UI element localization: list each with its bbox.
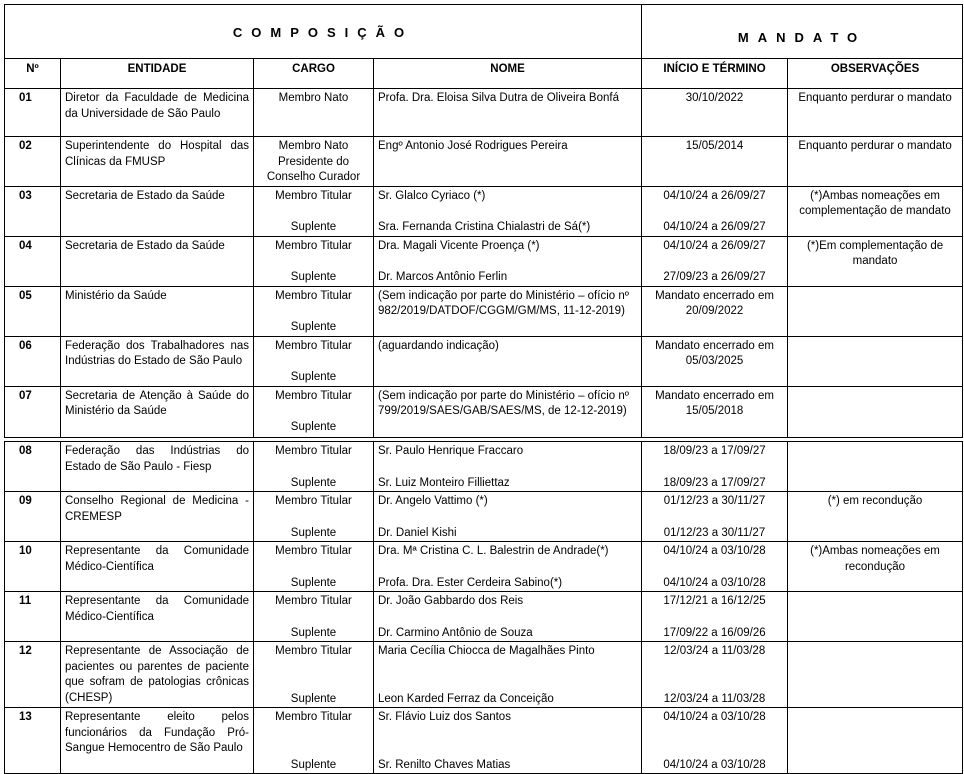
cargo-titular: Membro Titular — [275, 289, 352, 302]
nome-titular: Dr. João Gabbardo dos Reis — [378, 595, 524, 607]
cargo-titular: Membro Titular — [275, 445, 352, 457]
row-number: 02 — [5, 137, 61, 187]
periodo-suplente: 04/10/24 a 03/10/28 — [663, 758, 766, 771]
periodo-suplente: 01/12/23 a 30/11/27 — [663, 526, 766, 539]
row-periodo: 30/10/2022 — [642, 89, 788, 137]
row-number: 11 — [5, 592, 61, 642]
row-cargo — [254, 592, 374, 642]
cargo-titular: Membro Titular — [275, 339, 352, 352]
col-entidade-header: ENTIDADE — [61, 59, 254, 89]
row-cargo — [254, 286, 374, 336]
row-periodo — [642, 442, 788, 492]
row-obs: (*) em recondução — [788, 492, 963, 542]
cargo-titular: Membro Titular — [275, 239, 352, 252]
composicao-header: COMPOSIÇÃO — [5, 5, 642, 59]
row-nome — [374, 592, 642, 642]
row-periodo — [642, 186, 788, 236]
row-obs — [788, 386, 963, 437]
col-obs-header: OBSERVAÇÕES — [788, 59, 963, 89]
table-row — [5, 492, 963, 542]
row-obs: (*)Ambas nomeações em recondução — [788, 542, 963, 592]
periodo-suplente: 27/09/23 a 26/09/27 — [663, 271, 766, 283]
row-entidade: Federação dos Trabalhadores nas Indústrias do Estado de São Paulo — [61, 336, 254, 386]
row-number: 03 — [5, 186, 61, 236]
cargo-titular: Membro Titular — [275, 711, 352, 723]
periodo-titular: 04/10/24 a 03/10/28 — [663, 545, 766, 557]
table-row — [5, 542, 963, 592]
row-entidade: Secretaria de Atenção à Saúde do Ministério da Saúde — [61, 386, 254, 437]
table-row — [5, 236, 963, 286]
cargo-titular: Membro Titular — [275, 645, 352, 657]
row-obs — [788, 642, 963, 708]
periodo-suplente: 04/10/24 a 26/09/27 — [663, 221, 766, 233]
row-entidade: Ministério da Saúde — [61, 286, 254, 336]
nome-suplente: Leon Karded Ferraz da Conceição — [378, 692, 554, 705]
cargo-suplente: Suplente — [290, 526, 337, 539]
row-nome: (Sem indicação por parte do Ministério – ofício nº 982/2019/DATDOF/CGGM/GM/MS, 11-12-2019) — [374, 286, 642, 336]
cargo-suplente: Suplente — [290, 692, 337, 705]
cargo-suplente: Suplente — [290, 758, 337, 771]
nome-suplente: Dr. Marcos Antônio Ferlin — [378, 271, 508, 283]
row-cargo — [254, 708, 374, 774]
periodo-titular: 17/12/21 a 16/12/25 — [663, 595, 766, 607]
cargo-suplente: Suplente — [290, 626, 337, 639]
row-cargo — [254, 186, 374, 236]
row-entidade: Superintendente do Hospital das Clínicas da FMUSP — [61, 137, 254, 187]
nome-titular: Sr. Glalco Cyriaco (*) — [378, 189, 486, 202]
row-nome — [374, 186, 642, 236]
row-number: 01 — [5, 89, 61, 137]
cargo-suplente: Suplente — [290, 476, 337, 489]
row-entidade: Secretaria de Estado da Saúde — [61, 186, 254, 236]
row-obs: Enquanto perdurar o mandato — [788, 137, 963, 187]
row-periodo: Mandato encerrado em 20/09/2022 — [642, 286, 788, 336]
row-obs: Enquanto perdurar o mandato — [788, 89, 963, 137]
row-obs: (*)Ambas nomeações em complementação de mandato — [788, 186, 963, 236]
nome-suplente: Sr. Renilto Chaves Matias — [378, 758, 511, 771]
periodo-titular: 04/10/24 a 26/09/27 — [663, 239, 766, 252]
cargo-suplente: Suplente — [290, 321, 337, 333]
row-number: 06 — [5, 336, 61, 386]
row-obs: (*)Em complementação de mandato — [788, 236, 963, 286]
composition-table — [4, 4, 963, 438]
row-number: 04 — [5, 236, 61, 286]
row-entidade: Federação das Indústrias do Estado de São Paulo - Fiesp — [61, 442, 254, 492]
cargo-titular: Membro Titular — [275, 389, 352, 402]
mandato-header: MANDATO — [642, 5, 963, 59]
table-row — [5, 708, 963, 774]
row-entidade: Representante eleito pelos funcionários da Fundação Pró-Sangue Hemocentro de São Paulo — [61, 708, 254, 774]
col-nome-header: NOME — [374, 59, 642, 89]
row-entidade: Secretaria de Estado da Saúde — [61, 236, 254, 286]
row-nome — [374, 708, 642, 774]
row-cargo — [254, 642, 374, 708]
cargo-suplente: Suplente — [290, 371, 337, 383]
nome-titular: Dr. Angelo Vattimo (*) — [378, 495, 488, 507]
row-number: 10 — [5, 542, 61, 592]
nome-titular: Sr. Flávio Luiz dos Santos — [378, 711, 511, 723]
row-entidade: Representante da Comunidade Médico-Científica — [61, 542, 254, 592]
periodo-titular: 04/10/24 a 03/10/28 — [663, 711, 766, 723]
periodo-titular: 12/03/24 a 11/03/28 — [663, 645, 766, 657]
periodo-suplente: 04/10/24 a 03/10/28 — [663, 576, 766, 589]
row-number: 12 — [5, 642, 61, 708]
row-nome — [374, 492, 642, 542]
cargo-suplente: Suplente — [290, 576, 337, 589]
row-nome — [374, 542, 642, 592]
row-nome: (Sem indicação por parte do Ministério – ofício nº 799/2019/SAES/GAB/SAES/MS, de 12-12-2019) — [374, 386, 642, 437]
row-nome — [374, 236, 642, 286]
table-row — [5, 186, 963, 236]
periodo-suplente: 17/09/22 a 16/09/26 — [663, 626, 766, 639]
table-row — [5, 137, 963, 187]
cargo-titular: Membro Titular — [275, 545, 352, 557]
cargo-suplente: Suplente — [290, 421, 337, 433]
row-nome: (aguardando indicação) — [374, 336, 642, 386]
nome-suplente: Sra. Fernanda Cristina Chialastri de Sá(*) — [378, 221, 591, 233]
row-obs — [788, 286, 963, 336]
row-cargo — [254, 386, 374, 437]
periodo-titular: 18/09/23 a 17/09/27 — [663, 445, 766, 457]
nome-suplente: Sr. Luiz Monteiro Filliettaz — [378, 476, 510, 489]
row-periodo — [642, 542, 788, 592]
periodo-titular: 04/10/24 a 26/09/27 — [663, 189, 766, 202]
nome-titular: Dra. Mª Cristina C. L. Balestrin de Andrade(*) — [378, 545, 609, 557]
cargo-titular: Membro Titular — [275, 595, 352, 607]
row-cargo — [254, 542, 374, 592]
table-row — [5, 642, 963, 708]
row-periodo: Mandato encerrado em 15/05/2018 — [642, 386, 788, 437]
col-cargo-header: CARGO — [254, 59, 374, 89]
table-row — [5, 386, 963, 437]
cargo-titular: Membro Titular — [275, 495, 352, 507]
nome-titular: Sr. Paulo Henrique Fraccaro — [378, 445, 524, 457]
row-number: 13 — [5, 708, 61, 774]
row-cargo: Membro Nato Presidente do Conselho Curador — [254, 137, 374, 187]
row-number: 05 — [5, 286, 61, 336]
row-cargo — [254, 442, 374, 492]
row-periodo — [642, 708, 788, 774]
cargo-suplente: Suplente — [290, 271, 337, 283]
row-obs — [788, 592, 963, 642]
row-number: 07 — [5, 386, 61, 437]
row-periodo: 15/05/2014 — [642, 137, 788, 187]
col-inicio-header: INÍCIO E TÉRMINO — [642, 59, 788, 89]
row-periodo — [642, 492, 788, 542]
nome-titular: Dra. Magali Vicente Proença (*) — [378, 239, 540, 252]
row-nome: Profa. Dra. Eloisa Silva Dutra de Oliveira Bonfá — [374, 89, 642, 137]
row-entidade: Representante de Associação de pacientes ou parentes de paciente que sofram de patologias crônicas (CHESP) — [61, 642, 254, 708]
nome-titular: Maria Cecília Chiocca de Magalhães Pinto — [378, 645, 595, 657]
row-periodo: Mandato encerrado em 05/03/2025 — [642, 336, 788, 386]
row-cargo — [254, 492, 374, 542]
row-number: 08 — [5, 442, 61, 492]
row-periodo — [642, 236, 788, 286]
col-num-header: Nº — [5, 59, 61, 89]
row-entidade: Representante da Comunidade Médico-Científica — [61, 592, 254, 642]
periodo-titular: 01/12/23 a 30/11/27 — [663, 495, 766, 507]
row-nome: Engº Antonio José Rodrigues Pereira — [374, 137, 642, 187]
row-obs — [788, 336, 963, 386]
row-periodo — [642, 642, 788, 708]
table-row — [5, 442, 963, 492]
cargo-titular: Membro Titular — [275, 189, 352, 202]
row-nome — [374, 642, 642, 708]
row-periodo — [642, 592, 788, 642]
row-cargo — [254, 236, 374, 286]
periodo-suplente: 12/03/24 a 11/03/28 — [663, 692, 766, 705]
row-nome — [374, 442, 642, 492]
row-entidade: Diretor da Faculdade de Medicina da Universidade de São Paulo — [61, 89, 254, 137]
table-row — [5, 89, 963, 137]
table-row — [5, 592, 963, 642]
row-obs — [788, 442, 963, 492]
row-cargo — [254, 336, 374, 386]
row-cargo: Membro Nato — [254, 89, 374, 137]
cargo-suplente: Suplente — [290, 221, 337, 233]
nome-suplente: Profa. Dra. Ester Cerdeira Sabino(*) — [378, 576, 563, 589]
table-row — [5, 286, 963, 336]
row-obs — [788, 708, 963, 774]
periodo-suplente: 18/09/23 a 17/09/27 — [663, 476, 766, 489]
nome-suplente: Dr. Daniel Kishi — [378, 526, 457, 539]
row-entidade: Conselho Regional de Medicina - CREMESP — [61, 492, 254, 542]
nome-suplente: Dr. Carmino Antônio de Souza — [378, 626, 533, 639]
composition-table-continued — [4, 441, 963, 774]
table-row — [5, 336, 963, 386]
row-number: 09 — [5, 492, 61, 542]
